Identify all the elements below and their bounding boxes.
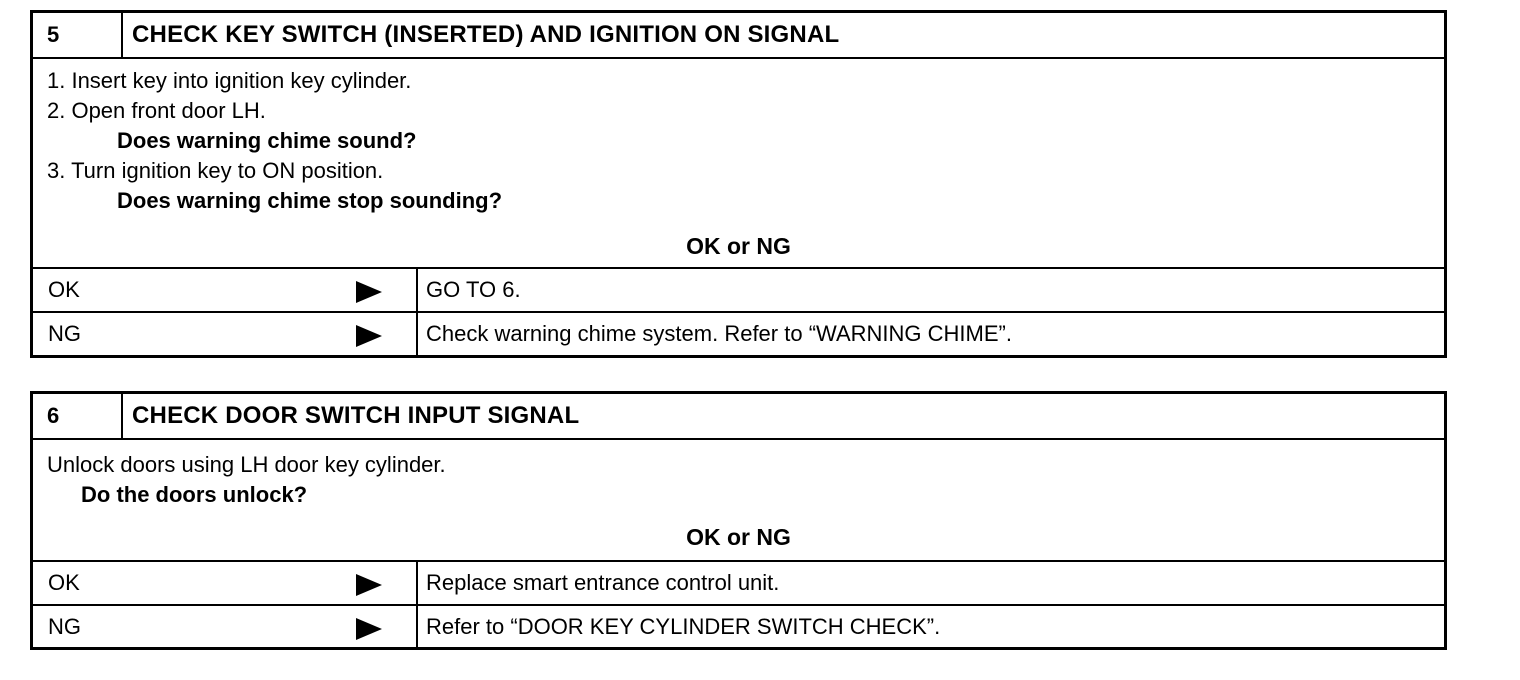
step-6-result-ok-row — [33, 562, 1444, 606]
step-5-number: 5 — [33, 13, 123, 57]
step-5-title: CHECK KEY SWITCH (INSERTED) AND IGNITION ON SIGNAL — [132, 21, 840, 48]
result-label: NG — [48, 321, 81, 346]
step-5-header — [33, 13, 1444, 59]
step-6-ok-or-ng: OK or NG — [686, 524, 791, 550]
step-6-result-ng-row — [33, 606, 1444, 650]
step-6-result-ok — [33, 562, 418, 604]
right-triangle-icon — [356, 574, 382, 596]
step-6-question-1: Do the doors unlock? — [81, 482, 308, 507]
result-label: OK — [48, 570, 80, 595]
step-5-action-ok: GO TO 6. — [426, 277, 521, 302]
step-5-instructions — [33, 59, 1444, 269]
right-triangle-icon — [356, 618, 382, 640]
step-5-action-ng: Check warning chime system. Refer to “WARNING CHIME”. — [426, 321, 1012, 346]
right-triangle-icon — [356, 281, 382, 303]
step-6-instruction-1: Unlock doors using LH door key cylinder. — [47, 452, 446, 477]
step-6-action-ng: Refer to “DOOR KEY CYLINDER SWITCH CHECK”. — [426, 614, 941, 639]
step-6-table — [30, 391, 1447, 650]
step-5-question-1: Does warning chime sound? — [117, 128, 417, 153]
step-6-result-ng — [33, 606, 418, 650]
step-6-title: CHECK DOOR SWITCH INPUT SIGNAL — [132, 402, 580, 429]
step-5-instruction-3: 3. Turn ignition key to ON position. — [47, 158, 384, 183]
step-6-number: 6 — [33, 394, 123, 438]
step-5-table — [30, 10, 1447, 358]
step-5-result-ng — [33, 313, 418, 357]
step-6-header — [33, 394, 1444, 440]
step-5-ok-or-ng: OK or NG — [686, 233, 791, 259]
result-label: NG — [48, 614, 81, 639]
step-5-instruction-2: 2. Open front door LH. — [47, 98, 266, 123]
right-triangle-icon — [356, 325, 382, 347]
step-5-result-ng-row — [33, 313, 1444, 357]
step-5-instruction-1: 1. Insert key into ignition key cylinder. — [47, 68, 412, 93]
step-5-result-ok — [33, 269, 418, 311]
step-5-question-2: Does warning chime stop sounding? — [117, 188, 503, 213]
step-5-result-ok-row — [33, 269, 1444, 313]
step-6-action-ok: Replace smart entrance control unit. — [426, 570, 780, 595]
result-label: OK — [48, 277, 80, 302]
step-6-instructions — [33, 440, 1444, 562]
